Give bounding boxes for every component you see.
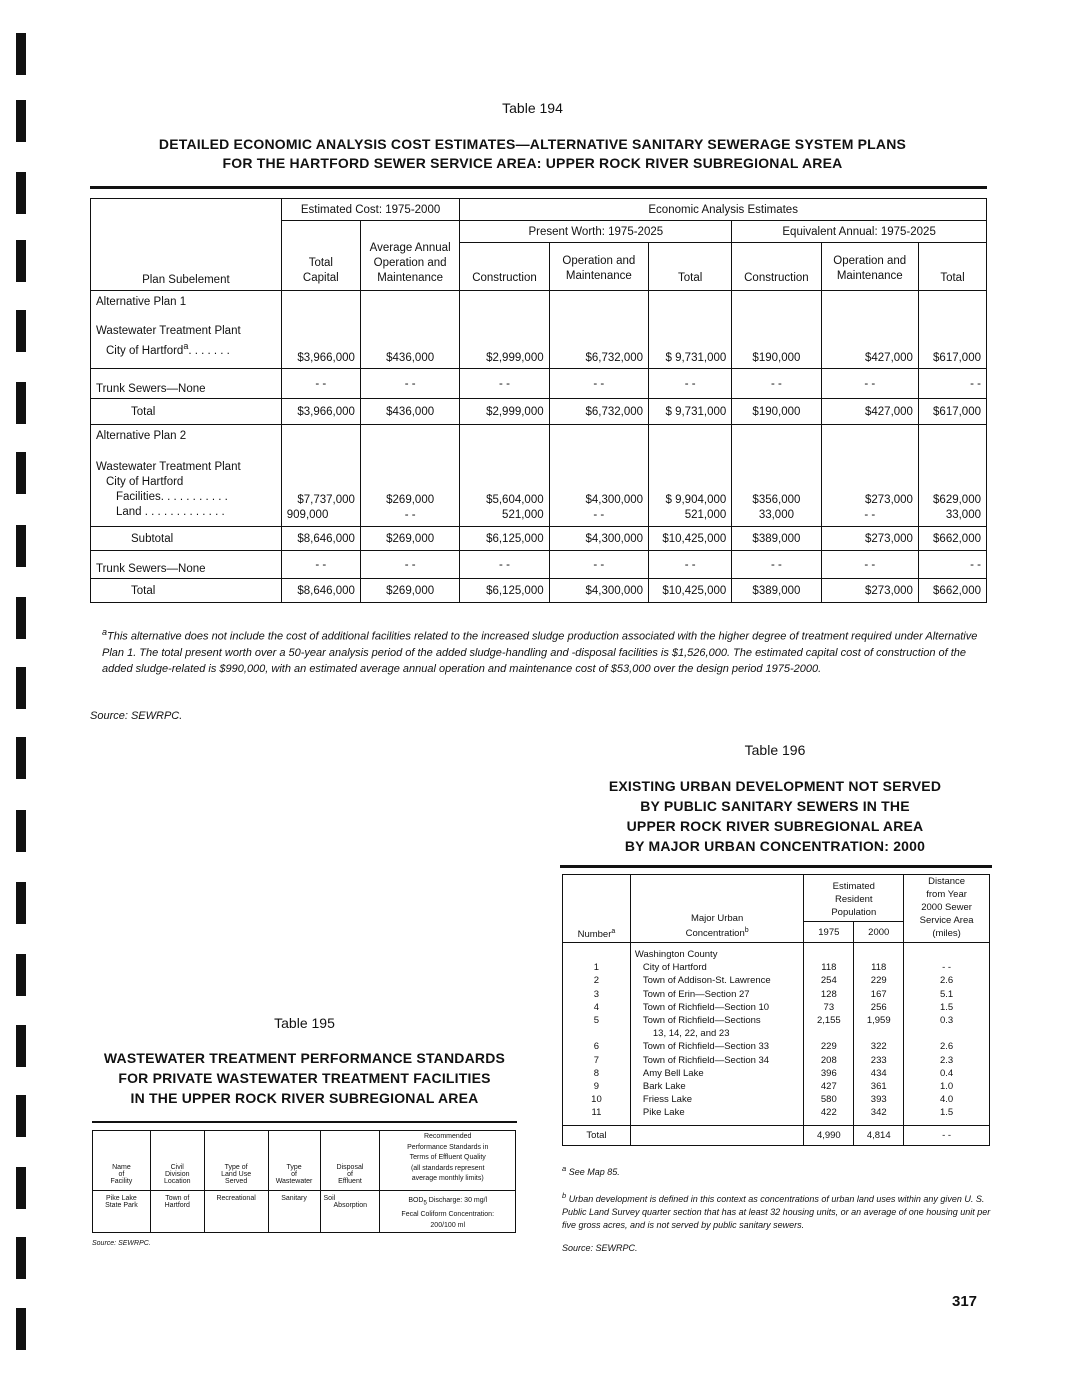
header-2000: 2000 bbox=[854, 922, 904, 943]
binder-hole bbox=[16, 33, 26, 75]
pop1975-column bbox=[804, 943, 854, 1126]
cell: $662,000 bbox=[918, 579, 986, 603]
cell: $6,732,000 bbox=[549, 291, 648, 369]
header-estimated-cost: Estimated Cost: 1975-2000 bbox=[281, 199, 460, 221]
table-196-note-a: $^a$ See Map 85. bbox=[562, 1164, 620, 1177]
cell: - - bbox=[281, 369, 360, 399]
table-row bbox=[91, 291, 987, 369]
row-pop-2000: 1,959 bbox=[866, 1015, 891, 1027]
cell: Recreational bbox=[204, 1190, 268, 1232]
row-pop-2000: 322 bbox=[870, 1041, 887, 1053]
row-concentration: 13, 14, 22, and 23 bbox=[652, 1028, 730, 1040]
row-distance: 4.0 bbox=[939, 1094, 954, 1106]
cell: $190,000 bbox=[732, 291, 821, 369]
row-pop-1975: 118 bbox=[821, 962, 837, 974]
cell: - - bbox=[360, 369, 459, 399]
cell: $5,604,000 521,000 bbox=[460, 425, 549, 527]
cell: $4,300,000 - - bbox=[549, 425, 648, 527]
row-pop-1975: 427 bbox=[820, 1081, 837, 1093]
cell: $436,000 bbox=[360, 399, 459, 425]
cell: $436,000 bbox=[360, 291, 459, 369]
cell: $3,966,000 bbox=[281, 399, 360, 425]
header-ea-construction: Construction bbox=[732, 243, 821, 291]
row-concentration: Amy Bell Lake bbox=[642, 1067, 704, 1079]
table-194-source: Source: SEWRPC. bbox=[90, 710, 183, 722]
header-disposal: Disposal of Effluent bbox=[320, 1131, 380, 1191]
row-pop-2000: 229 bbox=[870, 975, 887, 987]
cell: - - bbox=[649, 551, 732, 579]
cell: - - bbox=[732, 369, 821, 399]
cell: $617,000 bbox=[918, 291, 986, 369]
header-major-urban: Major Urban Concentration$^b$ bbox=[630, 875, 803, 943]
county-label: Washington County bbox=[634, 949, 718, 960]
table-row bbox=[91, 551, 987, 579]
row-pop-1975: 208 bbox=[820, 1054, 837, 1066]
binder-hole bbox=[16, 310, 26, 352]
cell: $ 9,731,000 bbox=[649, 399, 732, 425]
header-ea-total: Total bbox=[918, 243, 986, 291]
row-distance: 5.1 bbox=[939, 988, 954, 1000]
header-estimated-population: Estimated Resident Population bbox=[804, 875, 904, 922]
row-distance: 1.0 bbox=[939, 1081, 954, 1093]
cell: - - bbox=[732, 551, 821, 579]
cell: Sanitary bbox=[268, 1190, 320, 1232]
alt2-subtotal-label: Subtotal bbox=[91, 527, 282, 551]
cell: - - bbox=[281, 551, 360, 579]
row-distance: - - bbox=[942, 962, 952, 974]
table-row bbox=[91, 369, 987, 399]
binder-hole bbox=[16, 525, 26, 567]
header-ea-om: Operation and Maintenance bbox=[821, 243, 918, 291]
binder-hole bbox=[16, 1167, 26, 1209]
cell: $389,000 bbox=[732, 527, 821, 551]
table-195-title: WASTEWATER TREATMENT PERFORMANCE STANDARDS FOR PRIVATE WASTEWATER TREATMENT FACILITIES IN THE UPPER ROCK RIVER SUBREGIONAL AREA bbox=[103, 1050, 506, 1106]
cell: - - bbox=[918, 551, 986, 579]
table-195-title-rule bbox=[92, 1121, 517, 1123]
row-pop-2000: 342 bbox=[870, 1107, 887, 1119]
alt2-label: Alternative Plan 2 bbox=[96, 430, 187, 442]
page-number: 317 bbox=[952, 1293, 978, 1310]
table-row bbox=[91, 527, 987, 551]
cell: $6,125,000 bbox=[460, 527, 549, 551]
table-row bbox=[93, 1190, 516, 1232]
cell: $2,999,000 bbox=[460, 291, 549, 369]
concentration-column bbox=[630, 943, 803, 1126]
cell: $10,425,000 bbox=[649, 527, 732, 551]
distance-column bbox=[904, 943, 990, 1126]
binder-hole bbox=[16, 1308, 26, 1350]
binder-hole bbox=[16, 452, 26, 494]
row-pop-2000: 233 bbox=[870, 1054, 887, 1066]
cell: $8,646,000 bbox=[281, 579, 360, 603]
row-concentration: Town of Richfield—Section 33 bbox=[642, 1041, 770, 1053]
cell: Pike Lake State Park bbox=[93, 1190, 151, 1232]
alt2-city-label: City of Hartford bbox=[106, 476, 184, 488]
row-pop-1975: 254 bbox=[820, 975, 837, 987]
row-distance: 2.6 bbox=[939, 1041, 954, 1053]
row-pop-1975 bbox=[808, 1027, 849, 1040]
row-number bbox=[567, 1027, 626, 1040]
cell: $269,000 bbox=[360, 527, 459, 551]
row-concentration: Bark Lake bbox=[642, 1081, 686, 1093]
cell: $190,000 bbox=[732, 399, 821, 425]
cell: $ 9,731,000 bbox=[649, 291, 732, 369]
row-pop-1975: 396 bbox=[820, 1067, 837, 1079]
table-196-title: EXISTING URBAN DEVELOPMENT NOT SERVED BY PUBLIC SANITARY SEWERS IN THE UPPER ROCK RIVER SUBREGIONAL AREA BY MAJOR URBAN CONCENTRATION: 2000 bbox=[608, 778, 942, 854]
binder-hole bbox=[16, 1025, 26, 1067]
binder-hole bbox=[16, 240, 26, 282]
table-194 bbox=[90, 198, 987, 603]
cell bbox=[630, 1125, 803, 1145]
header-distance: Distance from Year 2000 Sewer Service Area (miles) bbox=[904, 875, 990, 943]
row-concentration: Town of Erin—Section 27 bbox=[642, 988, 750, 1000]
binder-hole bbox=[16, 1095, 26, 1137]
row-number: 3 bbox=[593, 988, 600, 1000]
table-194-title-rule bbox=[90, 186, 987, 189]
binder-hole bbox=[16, 810, 26, 852]
binder-hole bbox=[16, 597, 26, 639]
row-pop-2000: 256 bbox=[870, 1001, 887, 1013]
cell: - - bbox=[460, 551, 549, 579]
cell: 4,814 bbox=[854, 1125, 904, 1145]
table-195 bbox=[92, 1130, 516, 1233]
table-196-title-rule bbox=[560, 865, 992, 868]
header-number: Number$^a$ bbox=[563, 875, 631, 943]
header-present-worth: Present Worth: 1975-2025 bbox=[460, 221, 732, 243]
row-pop-2000: 434 bbox=[870, 1067, 887, 1079]
alt2-facilities-label: Facilities. . . . . . . . . . . bbox=[116, 491, 228, 503]
binder-hole bbox=[16, 382, 26, 424]
table-195-label: Table 195 bbox=[274, 1015, 335, 1031]
row-concentration: Town of Richfield—Section 10 bbox=[642, 1001, 770, 1013]
header-total-capital: Total Capital bbox=[281, 221, 360, 291]
alt1-label-cell: Alternative Plan 1 Wastewater Treatment Plant City of Hartford$^a$. . . . . . . bbox=[91, 291, 282, 369]
cell: $356,000 33,000 bbox=[732, 425, 821, 527]
row-number: 5 bbox=[593, 1015, 600, 1027]
table-194-title-line1: DETAILED ECONOMIC ANALYSIS COST ESTIMATES—ALTERNATIVE SANITARY SEWERAGE SYSTEM PLANS bbox=[158, 136, 907, 152]
cell: $7,737,000 909,000 bbox=[281, 425, 360, 527]
alt1-trunk-label: Trunk Sewers—None bbox=[91, 369, 282, 399]
row-pop-1975: 580 bbox=[820, 1094, 837, 1106]
header-avg-annual-om: Average Annual Operation and Maintenance bbox=[360, 221, 459, 291]
row-number: 2 bbox=[593, 975, 600, 987]
header-plan-subelement: Plan Subelement bbox=[91, 199, 282, 291]
row-pop-1975: 2,155 bbox=[816, 1015, 841, 1027]
alt1-label: Alternative Plan 1 bbox=[96, 296, 187, 308]
cell: $4,300,000 bbox=[549, 579, 648, 603]
binder-hole bbox=[16, 667, 26, 709]
row-pop-1975: 128 bbox=[820, 988, 837, 1000]
alt1-total-label: Total bbox=[91, 399, 282, 425]
row-number: 8 bbox=[593, 1067, 600, 1079]
row-distance: 0.4 bbox=[939, 1067, 954, 1079]
cell: $662,000 bbox=[918, 527, 986, 551]
cell: $6,732,000 bbox=[549, 399, 648, 425]
row-distance: 1.5 bbox=[939, 1107, 954, 1119]
binder-hole bbox=[16, 954, 26, 996]
cell: - - bbox=[549, 369, 648, 399]
header-type-land: Type of Land Use Served bbox=[204, 1131, 268, 1191]
pop2000-column bbox=[854, 943, 904, 1126]
header-recommended: Recommended Performance Standards in Terms of Effluent Quality (all standards represent average monthly limits) bbox=[380, 1131, 516, 1191]
header-equivalent-annual: Equivalent Annual: 1975-2025 bbox=[732, 221, 987, 243]
table-196 bbox=[562, 874, 990, 1146]
row-distance: 2.3 bbox=[939, 1054, 954, 1066]
cell: $10,425,000 bbox=[649, 579, 732, 603]
cell: - - bbox=[649, 369, 732, 399]
total-label: Total bbox=[563, 1125, 631, 1145]
cell: $273,000 bbox=[821, 527, 918, 551]
cell: $629,000 33,000 bbox=[918, 425, 986, 527]
row-number: 10 bbox=[591, 1094, 602, 1106]
row-pop-1975: 422 bbox=[820, 1107, 837, 1119]
header-name: Name of Facility bbox=[93, 1131, 151, 1191]
cell: $427,000 bbox=[821, 399, 918, 425]
row-pop-1975: 229 bbox=[820, 1041, 837, 1053]
cell: $617,000 bbox=[918, 399, 986, 425]
alt2-wwtp-label: Wastewater Treatment Plant bbox=[96, 461, 241, 473]
table-row bbox=[91, 399, 987, 425]
cell: $427,000 bbox=[821, 291, 918, 369]
row-concentration: Town of Addison-St. Lawrence bbox=[642, 975, 771, 987]
table-194-footnote: $^a$This alternative does not include the cost of additional facilities related to the increased sludge production associated with the higher degree of treatment required under Alternative Plan 1. The total present worth over a 50-year analysis period of the added sludge-handling and -disposal facilities is $1,526,000. The estimated capital cost of construction of the added sludge-related is $990,000, with an estimated average annual operation and maintenance cost of $53,000 over the design period 1975-2000. bbox=[102, 627, 978, 675]
cell: Town of Hartford bbox=[150, 1190, 204, 1232]
header-pw-om: Operation and Maintenance bbox=[549, 243, 648, 291]
row-number: 7 bbox=[593, 1054, 600, 1066]
row-number: 4 bbox=[593, 1001, 600, 1013]
cell: $4,300,000 bbox=[549, 527, 648, 551]
binder-hole bbox=[16, 882, 26, 924]
number-column bbox=[563, 943, 631, 1126]
table-196-source: Source: SEWRPC. bbox=[562, 1243, 638, 1253]
alt2-total-label: Total bbox=[91, 579, 282, 603]
row-concentration: Town of Richfield—Sections bbox=[642, 1015, 761, 1027]
cell: - - bbox=[821, 369, 918, 399]
table-196-note-b: $^b$ Urban development is defined in this context as concentrations of urban land uses within any given U. S. Public Land Survey quarter section that has at least 32 housing units, or an average of one housing unit per five gross acres, and is not served by public sanitary sewers. bbox=[562, 1191, 991, 1230]
alt2-trunk-label: Trunk Sewers—None bbox=[91, 551, 282, 579]
row-concentration: Town of Richfield—Section 34 bbox=[642, 1054, 770, 1066]
header-economic-analysis: Economic Analysis Estimates bbox=[460, 199, 987, 221]
row-pop-2000: 361 bbox=[870, 1081, 887, 1093]
table-row bbox=[563, 1125, 990, 1145]
row-pop-2000 bbox=[858, 1027, 899, 1040]
cell: 4,990 bbox=[804, 1125, 854, 1145]
cell: $269,000 - - bbox=[360, 425, 459, 527]
table-194-label: Table 194 bbox=[502, 100, 563, 116]
header-pw-total: Total bbox=[649, 243, 732, 291]
row-number: 1 bbox=[593, 962, 600, 974]
row-distance: 2.6 bbox=[939, 975, 954, 987]
header-type-ww: Type of Wastewater bbox=[268, 1131, 320, 1191]
cell: - - bbox=[460, 369, 549, 399]
row-distance: 1.5 bbox=[939, 1001, 954, 1013]
cell: $8,646,000 bbox=[281, 527, 360, 551]
cell: - - bbox=[821, 551, 918, 579]
cell: $269,000 bbox=[360, 579, 459, 603]
binder-hole bbox=[16, 737, 26, 779]
header-pw-construction: Construction bbox=[460, 243, 549, 291]
cell: - - bbox=[904, 1125, 990, 1145]
cell: $6,125,000 bbox=[460, 579, 549, 603]
header-civil: Civil Division Location bbox=[150, 1131, 204, 1191]
cell: $2,999,000 bbox=[460, 399, 549, 425]
cell: $BOD_5$ Discharge: 30 mg/l Fecal Coliform Concentration: 200/100 ml bbox=[380, 1190, 516, 1232]
cell: $273,000 - - bbox=[821, 425, 918, 527]
alt2-label-cell bbox=[91, 425, 282, 527]
row-concentration: Pike Lake bbox=[642, 1107, 685, 1119]
row-distance bbox=[908, 1027, 985, 1040]
alt2-land-label: Land . . . . . . . . . . . . . bbox=[116, 506, 225, 518]
cell: - - bbox=[549, 551, 648, 579]
table-196-label: Table 196 bbox=[744, 742, 806, 758]
alt1-wwtp-label: Wastewater Treatment Plant bbox=[96, 325, 241, 337]
header-1975: 1975 bbox=[804, 922, 854, 943]
table-195-source: Source: SEWRPC. bbox=[92, 1240, 151, 1247]
binder-hole bbox=[16, 172, 26, 214]
cell: $389,000 bbox=[732, 579, 821, 603]
cell: $273,000 bbox=[821, 579, 918, 603]
row-number: 6 bbox=[593, 1041, 600, 1053]
cell: Soil Absorption bbox=[320, 1190, 380, 1232]
cell: $3,966,000 bbox=[281, 291, 360, 369]
table-row bbox=[91, 425, 987, 527]
binder-hole bbox=[16, 1237, 26, 1279]
row-distance: 0.3 bbox=[939, 1015, 954, 1027]
table-row bbox=[91, 579, 987, 603]
cell: $ 9,904,000 521,000 bbox=[649, 425, 732, 527]
row-pop-2000: 167 bbox=[870, 988, 887, 1000]
row-pop-1975: 73 bbox=[823, 1001, 835, 1013]
cell: - - bbox=[360, 551, 459, 579]
row-number: 11 bbox=[591, 1107, 602, 1119]
row-pop-2000: 118 bbox=[871, 962, 887, 974]
row-number: 9 bbox=[593, 1081, 600, 1093]
table-194-title-line2: FOR THE HARTFORD SEWER SERVICE AREA: UPPER ROCK RIVER SUBREGIONAL AREA bbox=[222, 155, 843, 171]
row-concentration: City of Hartford bbox=[642, 962, 707, 974]
row-concentration: Friess Lake bbox=[642, 1094, 692, 1106]
cell: - - bbox=[918, 369, 986, 399]
row-pop-2000: 393 bbox=[870, 1094, 887, 1106]
